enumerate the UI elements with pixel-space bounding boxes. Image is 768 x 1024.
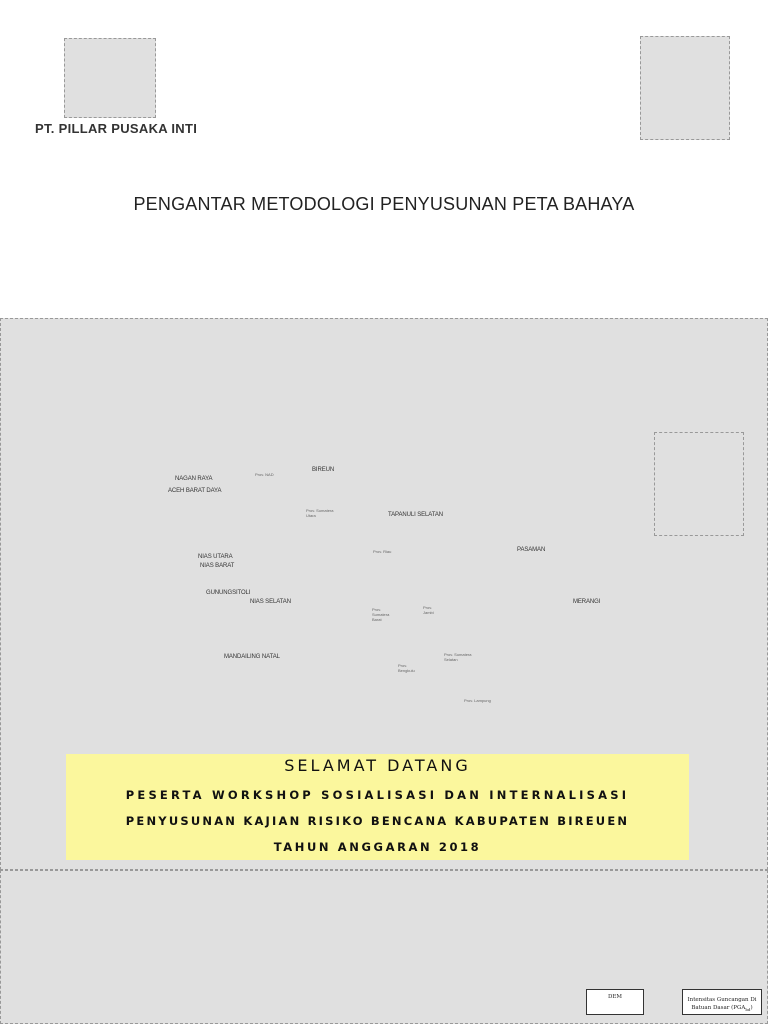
map-label-nias-utara: NIAS UTARA bbox=[198, 554, 233, 560]
province-label-sumut: Prov. Sumatera Utara bbox=[306, 508, 334, 518]
map-label-mandailing-natal: MANDAILING NATAL bbox=[224, 654, 280, 660]
province-label-jambi: Prov. Jambi bbox=[423, 605, 434, 615]
company-name: PT. PILLAR PUSAKA INTI bbox=[35, 121, 198, 136]
map-label-gunungsitoli: GUNUNGSITOLI bbox=[206, 590, 251, 596]
slide-title: PENGANTAR METODOLOGI PENYUSUNAN PETA BAHAYA bbox=[133, 194, 635, 214]
welcome-heading: SELAMAT DATANG bbox=[284, 756, 471, 775]
map-label-pasaman: PASAMAN bbox=[517, 547, 546, 553]
map-label-merangi: MERANGI bbox=[573, 599, 601, 605]
title-slide bbox=[0, 0, 768, 318]
flowchart-box-pga: Intensitas Guncangan Di Batuan Dasar $(PGA_{bd})$ bbox=[682, 989, 762, 1015]
welcome-banner bbox=[66, 754, 689, 860]
province-label-bengkulu: Prov. Bengkulu bbox=[398, 663, 415, 673]
pillar-pusaka-logo bbox=[64, 38, 156, 118]
welcome-line-participants: PESERTA WORKSHOP SOSIALISASI DAN INTERNALISASI bbox=[125, 788, 630, 802]
province-label-nad: Prov. NAD bbox=[255, 472, 274, 477]
bnpb-logo bbox=[640, 36, 730, 140]
flowchart-box-pga-line2: Batuan Dasar (PGA bbox=[691, 1005, 746, 1011]
province-label-sumbar: Prov. Sumatera Barat bbox=[372, 607, 390, 622]
province-label-lampung: Prov. Lampung bbox=[464, 698, 491, 703]
map-label-nagan-raya: NAGAN RAYA bbox=[175, 476, 213, 482]
map-label-nias-barat: NIAS BARAT bbox=[200, 563, 235, 569]
flowchart-box-dem bbox=[586, 989, 644, 1015]
map-label-aceh-barat-daya: ACEH BARAT DAYA bbox=[168, 488, 222, 494]
welcome-slide bbox=[0, 318, 768, 870]
hazard-method-slide bbox=[0, 870, 768, 1024]
flowchart-box-dem-label: DEM bbox=[607, 994, 623, 1000]
map-label-nias-selatan: NIAS SELATAN bbox=[250, 599, 291, 605]
bnpb-logo bbox=[654, 432, 744, 536]
flowchart-box-pga-line1: Intensitas Guncangan Di bbox=[687, 997, 757, 1003]
map-label-tapanuli-selatan: TAPANULI SELATAN bbox=[388, 512, 443, 518]
welcome-line-kajian: PENYUSUNAN KAJIAN RISIKO BENCANA KABUPATEN BIREUEN bbox=[125, 814, 630, 828]
province-label-sumsel: Prov. Sumatera Selatan bbox=[444, 652, 472, 662]
province-label-riau: Prov. Riau bbox=[373, 549, 392, 554]
map-label-bireun: BIREUN bbox=[312, 467, 335, 473]
welcome-line-year: TAHUN ANGGARAN 2018 bbox=[273, 840, 482, 854]
